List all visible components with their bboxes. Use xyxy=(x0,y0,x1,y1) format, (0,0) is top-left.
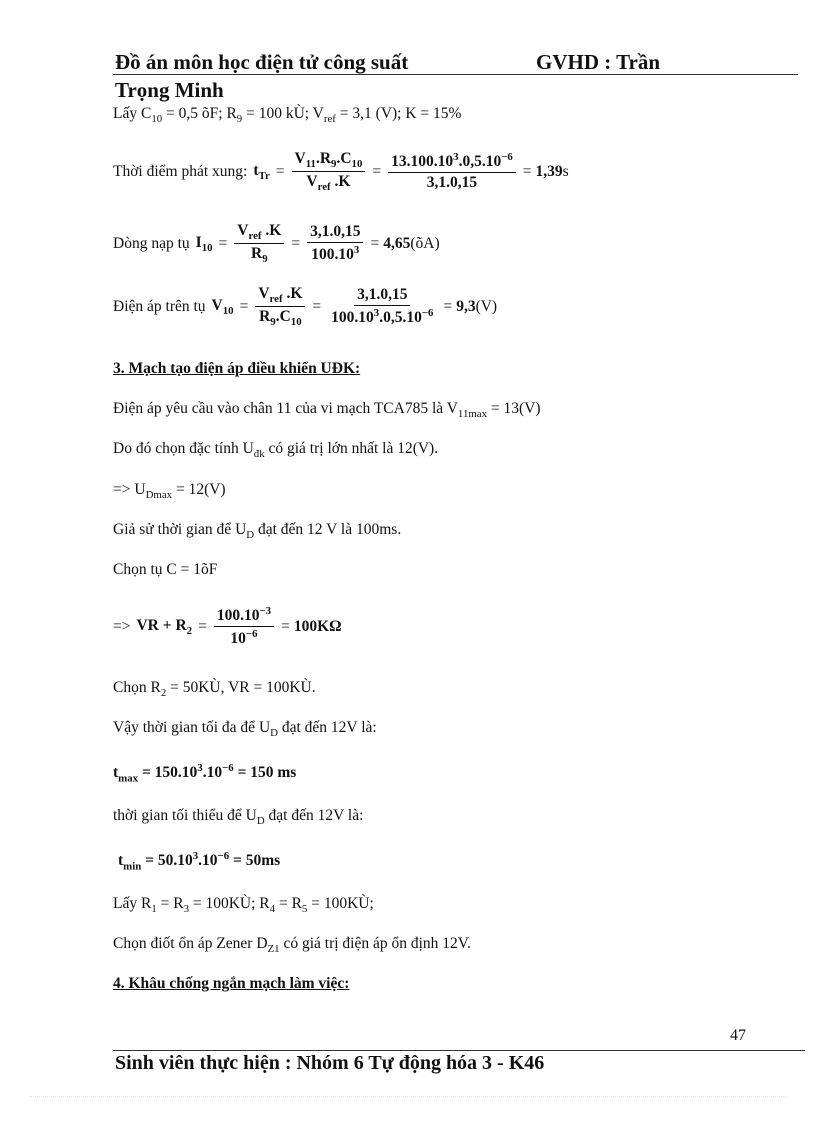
paragraph-choose-capacitor: Chọn tụ C = 1õF xyxy=(113,561,218,578)
params-line: Lấy $C_{10} = 0,5$ õF; $R_9 = 100$ kÙ; $V_{ref} = 3,1$ (V); K = 15% xyxy=(113,105,462,126)
paragraph-udmax: => $U_{Dmax} = 12(V)$ xyxy=(113,481,226,502)
header-supervisor-cont: Trọng Minh xyxy=(115,78,224,102)
paragraph-choose-r2: Chọn $R_2$ = 50KÙ, VR = 100KÙ. xyxy=(113,679,316,700)
footer-text: Sinh viên thực hiện : Nhóm 6 Tự động hóa 3 - K46 xyxy=(115,1052,545,1074)
footer-rule xyxy=(113,1050,805,1051)
equation-charge-current: Dòng nạp tụ $I_{10}$ = $\frac{V_{ref} .K}{R_9}$ = $\frac{3,1.0,15}{100.10^3}$ = 4,65 (õA) xyxy=(113,222,440,266)
paragraph-assume-time: Giả sử thời gian để $U_D$ đạt đến 12 V là 100ms. xyxy=(113,521,402,542)
equation-tmin: $t_{min} = 50.10^3.10^{-6} = 50ms$ xyxy=(118,850,281,873)
paragraph-pin11-voltage: Điện áp yêu cầu vào chân 11 của vi mạch TCA785 là $V_{11max} = 13(V)$ xyxy=(113,400,541,421)
paragraph-max-time-intro: Vậy thời gian tối đa để $U_D$ đạt đến 12V là: xyxy=(113,719,377,740)
header-supervisor: GVHD : Trần xyxy=(536,50,661,74)
equation-pulse-time: Thời điểm phát xung: $t_{Tr}$ = $\frac{V_{11}.R_9.C_{10}}{V_{ref} .K}$ = $\frac{13.100.10^3.0,5.10^{-6}}{3,1.0,15}$ = 1,39 s xyxy=(113,150,569,194)
paragraph-min-time-intro: thời gian tối thiểu để $U_D$ đạt đến 12V là: xyxy=(113,807,364,828)
page-bottom-divider xyxy=(30,1096,786,1097)
equation-capacitor-voltage: Điện áp trên tụ $V_{10}$ = $\frac{V_{ref} .K}{R_9.C_{10}}$ = $\frac{3,1.0,15}{100.10^3.0,5.10^{-6}}$ = 9,3 (V) xyxy=(113,285,498,329)
equation-vr-r2: => VR + $R_2$ = $\frac{100.10^{-3}}{10^{-6}}$ = 100KΩ xyxy=(113,605,342,648)
section-3-heading: 3. Mạch tạo điện áp điều khiển UĐK: xyxy=(113,360,361,377)
header-rule xyxy=(113,74,798,75)
page-number: 47 xyxy=(730,1027,746,1044)
paragraph-resistors: Lấy $R_1 = R_3$ = 100KÙ; $R_4 = R_5$ = 100KÙ; xyxy=(113,895,374,916)
equation-tmax: $t_{max} = 150.10^3.10^{-6} = 150$ ms xyxy=(113,762,297,785)
header-title: Đồ án môn học điện tử công suất xyxy=(115,50,409,74)
paragraph-udk-max: Do đó chọn đặc tính $U_{đk}$ có giá trị lớn nhất là 12(V). xyxy=(113,440,439,461)
section-4-heading: 4. Khâu chống ngắn mạch làm việc: xyxy=(113,975,350,992)
paragraph-zener: Chọn điốt ổn áp Zener $D_{Z1}$ có giá trị điện áp ổn định 12V. xyxy=(113,935,471,956)
